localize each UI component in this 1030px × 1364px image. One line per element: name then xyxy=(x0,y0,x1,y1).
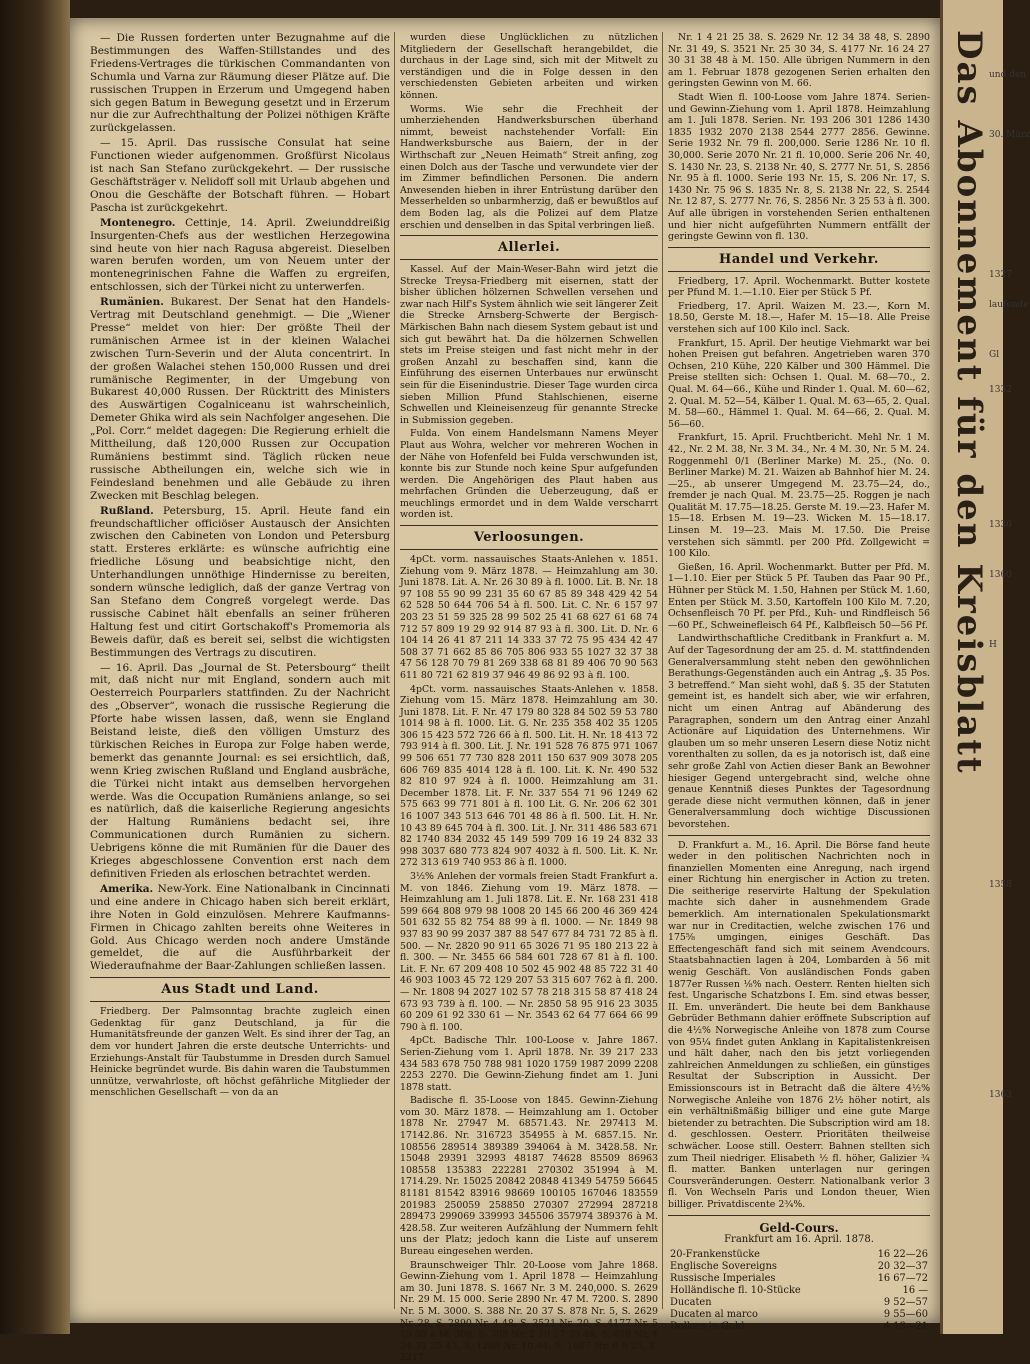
adjacent-page-title: Das Abonnement für den Kreisblatt xyxy=(949,30,989,775)
course-name: Englische Sovereigns xyxy=(670,1261,777,1273)
course-name: Ducaten xyxy=(670,1297,712,1309)
divider xyxy=(668,1215,930,1216)
lottery-paragraph: Braunschweiger Thlr. 20-Loose vom Jahre 1868. Gewinn-Ziehung vom 1. April 1878 — Heimzahlung am 30. Juni 1878. S. 1667 Nr. 3 M. 240,000. S. 2629 Nr. 29 M. 15 000. Serie 2890 Nr. 47 M. 7200. S. 2890 Nr. 5 M. 3000. S. 388 Nr. 20 37 S. 878 Nr. 5, S. 2629 Nr. 28, S. 2890 Nr. 4 48, S. 3521 Nr. 20, S. 4177 Nr. 5 15 39 à M. 300. S. 388 Nr. 2 10 17 35 48, S. 878 Nr. 4 24 31 35 43, S. 1268 Nr. 10 44, S. 1667 Nr. 6 9 23, S. 2217 xyxy=(400,1259,658,1364)
article-paragraph: — 15. April. Das russische Consulat hat seine Functionen wieder aufgenommen. Großfürst Nicolaus ist nach San Stefano zurückgekehrt. — Der russische Geschäftsträger v. Nelidoff soll mit Urlaub abgehen und Onou die Geschäfte der Botschaft führen. — Hobart Pascha ist zurückgekehrt. xyxy=(90,137,390,214)
market-paragraph: Friedberg, 17. April. Wochenmarkt. Butter kostete per Pfund M. 1.—1.10. Eier per Stück 5 Pf. xyxy=(668,275,930,299)
adjacent-fragment: 1360 xyxy=(989,570,1012,580)
divider xyxy=(400,549,658,550)
market-paragraph: Gießen, 16. April. Wochenmarkt. Butter per Pfd. M. 1—1.10. Eier per Stück 5 Pf. Tauben das Paar 90 Pf., Hühner per Stück M. 1.50, Hahnen per Stück M. 1.60, Enten per Stück M. 3.50, Kartoffeln 100 Kilo M. 7.20, Ochsenfleisch 70 Pf. per Pfd., Kuh- und Rindfleisch 56—60 Pf., Schweinefleisch 64 Pf., Kalbfleisch 50—56 Pf. xyxy=(668,561,930,631)
course-value: 16 — xyxy=(902,1285,928,1297)
divider xyxy=(90,1001,390,1002)
market-paragraph: D. Frankfurt a. M., 16. April. Die Börse fand heute weder in den politischen Nachrichten noch in finanziellen Momenten eine Anregung, nach irgend einer Richtung hin energischer in Action zu treten. Die seitherige reservirte Haltung der Spekulation machte sich daher in ausnehmendem Grade bemerklich. Am internationalen Spekulationsmarkt war nur in Creditactien, welche zwischen 176 und 175⅝ umgingen, einiges Geschäft. Das Effectengeschäft fand sich mit seinem Avendcours. Staatsbahnactien lagen à 204, Lombarden à 56 mit wenig Geschäft. Von ausländischen Fonds gaben 1877er Russen ⅛% nach. Oesterr. Renten hielten sich fest. Ungarische Schatzbons I. Em. sind etwas besser, II. Em. unverändert. Die heute bei dem Bankhause Gebrüder Bethmann dahier eröffnete Subscription auf die 4½% Norwegische Anleihe von 1878 zum Course von 95¼ findet guten Anklang in Kapitalistenkreisen und hält daher, nach den bis jetzt vorliegenden zahlreichen Anmeldungen zu schließen, ein günstiges Resultat der Subscription in Aussicht. Der Emissionscours ist in Betracht daß die ältere 4½% Norwegische Anleihe von 1876 2½ höher notirt, als ein verhältnißmäßig billiger und eine gute Marge bietender zu betrachten. Die Subscription wird am 18. d. geschlossen. Oesterr. Prioritäten theilweise schwächer. Loose still. Oesterr. Bahnen stellten sich zum Theil niedriger. Elisabeth ½ fl. höher, Galizier ¾ fl. matter. Banken unterlagen nur geringen Coursveränderungen. Oesterr. Nationalbank verlor 3 fl. Von Wechseln Paris und London theuer, Wien billiger. Privatdiscente 2¾%. xyxy=(668,839,930,1210)
article-paragraph: — 16. April. Das „Journal de St. Petersbourg“ theilt mit, daß nicht nur mit England, sondern auch mit Oesterreich Pourparlers stattfinden. Zu der Nachricht des „Observer“, wonach die russische Regierung die Pforte habe wissen lassen, daß, wenn sie England Beistand leiste, dieß den völligen Umsturz des türkischen Reiches in Europa zur Folge haben werde, bemerkt das genannte Journal: es sei ersichtlich, daß, wenn Krieg zwischen Rußland und England ausbräche, die Türkei nicht intakt aus demselben hervorgehen werde. Was die Occupation Rumäniens anlange, so sei es natürlich, daß die kaiserliche Regierung angesichts der Haltung Rumäniens bedacht sei, ihre Communicationen durch Rumänien zu sichern. Uebrigens könne die mit Rumänien für die Dauer des Krieges abgeschlossene Convention erst nach dem definitiven Frieden als erloschen betrachtet werden. xyxy=(90,661,390,880)
course-table-subtitle: Frankfurt am 16. April. 1878. xyxy=(724,1234,874,1246)
lottery-paragraph: Badische fl. 35-Loose von 1845. Gewinn-Ziehung vom 30. März 1878. — Heimzahlung am 1. October 1878 Nr. 27947 M. 68571.43. Nr. 297413 M. 17142.86. Nr. 316723 354955 à M. 6857.15. Nr. 108556 289514 389389 394064 à M. 3428.58. Nr. 15048 29391 32993 48187 74628 85509 86963 108558 135383 222281 270302 351994 à M. 1714.29. Nr. 15025 20842 20848 41349 54759 56645 81181 81542 83916 98669 100105 167046 183559 201983 250059 258850 270307 272994 287218 289473 299069 339993 345506 357974 389376 à M. 428.58. Zur weiteren Aufzählung der Nummern fehlt uns der Platz; jedoch kann die Liste auf unserem Bureau eingesehen werden. xyxy=(400,1095,658,1257)
section-heading-stadt-land: Aus Stadt und Land. xyxy=(161,982,319,998)
divider xyxy=(400,525,658,526)
section-heading-montenegro: Montenegro. xyxy=(100,216,176,229)
table-row xyxy=(668,1249,930,1261)
article-paragraph: New-York. Eine Nationalbank in Cincinnati und eine andere in Chicago haben sich bereit erklärt, ihre Noten in Gold einzulösen. Mehrere Kaufmanns-Firmen in Chicago zahlten bereits ohne Weiteres in Gold. Aus Chicago werden noch andere Umstände gemeldet, die auf die Ausführbarkeit der Wiederaufnahme der Baar-Zahlungen schließen lassen. xyxy=(90,882,390,973)
column-3 xyxy=(668,32,930,1333)
adjacent-fragment: 30. März xyxy=(989,130,1030,140)
table-row xyxy=(668,1285,930,1297)
adjacent-fragment: 1327 xyxy=(989,270,1012,280)
course-value: 9 55—60 xyxy=(883,1309,928,1321)
course-name: 20-Frankenstücke xyxy=(670,1249,760,1261)
course-table-title: Geld-Cours. xyxy=(759,1220,839,1235)
table-row xyxy=(668,1321,930,1333)
adjacent-fragment: H xyxy=(989,640,997,650)
section-heading-russland: Rußland. xyxy=(100,504,154,517)
table-row xyxy=(668,1273,930,1285)
lottery-paragraph: Stadt Wien fl. 100-Loose vom Jahre 1874. Serien- und Gewinn-Ziehung vom 1. April 1878. Heimzahlung am 1. Juli 1878. Serien. Nr. 193 206 301 1286 1430 1835 1932 2070 2138 2544 2777 2856. Gewinne. Serie 1932 Nr. 79 fl. 200,000. Serie 1286 Nr. 10 fl. 30,000. Serie 2070 Nr. 21 fl. 10,000. Serie 206 Nr. 40, S. 1430 Nr. 23, S. 2138 Nr. 40, S. 2777 Nr. 51, S. 2856 Nr. 95 à fl. 1000. Serie 193 Nr. 15, S. 206 Nr. 17, S. 1430 Nr. 75 96 S. 1835 Nr. 8, S. 2138 Nr. 22, S. 2544 Nr. 12 87, S. 2777 Nr. 76, S. 2856 Nr. 3 25 53 à fl. 300. Auf alle übrigen in vorstehenden Serien enthaltenen und hier nicht aufgeführten Nummern entfällt der geringste Gewinn von fl. 130. xyxy=(668,91,930,243)
divider xyxy=(400,235,658,236)
table-row xyxy=(668,1297,930,1309)
article-paragraph: Friedberg. Der Palmsonntag brachte zugleich einen Gedenktag für ganz Deutschland, ja für die Humanitätsfreunde der ganzen Welt. Es sind ihrer der Tag, an dem vor hundert Jahren die erste deutsche Unterrichts- und Erziehungs-Anstalt für Taubstumme in Dresden durch Samuel Heinicke begründet wurde. Bis dahin waren die Taubstummen unnütze, verwahrloste, oft höchst gefährliche Mitglieder der menschlichen Gesellschaft — von da an xyxy=(90,1006,390,1099)
lottery-paragraph: 4pCt. vorm. nassauisches Staats-Anlehen v. 1851. Ziehung vom 9. März 1878. — Heimzahlung am 30. Juni 1878. Lit. A. Nr. 26 30 89 à fl. 1000. Lit. B. Nr. 18 97 108 55 90 99 231 35 60 67 85 89 348 429 42 54 62 528 50 644 706 54 à fl. 500. Lit. C. Nr. 6 157 97 203 23 51 59 325 28 99 502 25 41 68 627 61 68 74 712 57 809 19 29 92 914 87 93 à fl. 300. Lit. D. Nr. 6 104 14 26 41 87 211 14 333 37 72 75 95 434 42 47 508 37 71 662 85 86 705 806 933 55 1027 32 37 38 47 56 128 70 79 81 269 338 68 81 89 406 70 90 563 611 80 721 62 819 37 946 49 86 92 93 à fl. 100. xyxy=(400,553,658,681)
market-paragraph: Landwirthschaftliche Creditbank in Frankfurt a. M. Auf der Tagesordnung der am 25. d. M. stattfindenden Generalversammlung steht neben den gewöhnlichen Berathungs-Gegenständen auch ein Antrag „§. 35 Pos. 3 betreffend.“ Man sieht wohl, daß §. 35 der Statuten gemeint ist, es handelt sich aber, wie wir erfahren, nicht um einen Antrag auf Abänderung des Paragraphen, sondern um den Antrag einer Anzahl Actionäre auf Liquidation des Unternehmens. Wir glauben um so mehr unseren Lesern diese Notiz nicht vorenthalten zu sollen, da es ja notorisch ist, daß eine sehr große Zahl von Actien dieser Bank an Bewohner hiesiger Gegend untergebracht sind, welche ohne genaue Kenntniß dieses Punktes der Tagesordnung gerade diese nicht vermuthen können, daß in jener Generalversammlung doch wichtige Discussionen bevorstehen. xyxy=(668,633,930,830)
course-value: 20 32—37 xyxy=(877,1261,928,1273)
divider xyxy=(400,259,658,260)
course-name: Ducaten al marco xyxy=(670,1309,758,1321)
table-row xyxy=(668,1309,930,1321)
adjacent-fragment: laufende xyxy=(989,300,1029,310)
article-paragraph: Cettinje, 14. April. Zweiunddreißig Insurgenten-Chefs aus der westlichen Herzegowina sind heute von hier nach Ragusa abgereist. Dieselben waren berufen worden, um von Neuem unter der montenegrinischen Fahne die Waffen zu ergreifen, entschlossen, sich der Türkei nicht zu unterwerfen. xyxy=(90,216,390,294)
lottery-paragraph: 4pCt. vorm. nassauisches Staats-Anlehen v. 1858. Ziehung vom 15. März 1878. Heimzahlung am 30. Juni 1878. Lit. F. Nr. 47 179 80 328 84 502 59 53 780 1014 98 à fl. 1000. Lit. G. Nr. 235 358 402 35 1205 306 15 423 572 726 66 à fl. 500. Lit. H. Nr. 18 413 72 793 914 à fl. 300. Lit. J. Nr. 191 528 76 875 971 1067 99 506 651 77 730 828 2011 150 637 909 3078 205 606 769 835 4014 128 à fl. 100. Lit. K. Nr. 490 532 82 810 97 924 à fl. 1000. Heimzahlung am 31. December 1878. Lit. F. Nr. 337 554 71 96 1249 62 575 663 99 771 801 à fl. 100 Lit. G. Nr. 206 62 301 16 1007 343 513 646 701 48 86 à fl. 500. Lit. H. Nr. 10 43 89 645 704 à fl. 300. Lit. J. Nr. 311 486 583 671 82 1740 834 2032 45 149 599 709 16 19 24 832 33 998 3037 680 773 824 907 4032 à fl. 500. Lit. K. Nr. 272 313 619 740 953 86 à fl. 1000. xyxy=(400,683,658,869)
article-paragraph: Bukarest. Der Senat hat den Handels-Vertrag mit Deutschland genehmigt. — Die „Wiener Presse“ meldet von hier: Der größte Theil der rumänischen Armee ist in der kleinen Walachei zwischen Turn-Severin und der Aluta concentrirt. In der großen Walachei stehen 150,000 Russen und drei rumänische Regimenter, in der Umgebung von Bukarest 40,000 Russen. Der Rücktritt des Ministers des Auswärtigen Cogalniceanu ist wahrscheinlich, Demeter Ghika wird als sein Nachfolger angesehen. Die „Pol. Corr.“ meldet dagegen: Die Regierung erhielt die Mittheilung, daß 120,000 Russen zur Occupation Rumäniens bestimmt sind. Täglich rücken neue russische Abtheilungen ein, welche sich wie in Feindesland benehmen und alle Gebäude zu ihren Zwecken mit Beschlag belegen. xyxy=(90,296,390,502)
newspaper-page xyxy=(70,18,940,1364)
adjacent-fragment: Gl xyxy=(989,350,1000,360)
adjacent-fragment: 1358 xyxy=(989,880,1012,890)
article-paragraph: — Die Russen forderten unter Bezugnahme auf die Bestimmungen des Waffen-Stillstandes und des Friedens-Vertrages die türkischen Commandanten von Schumla und Varna zur Räumung dieser Plätze auf. Die russischen Truppen in Erzerum und Umgegend haben sich gegen Batum in Bewegung gesetzt und in Erzerum nur die zur Aufrechthaltung der Polizei nöthigen Kräfte zurückgelassen. xyxy=(90,32,390,135)
course-value: 9 52—57 xyxy=(883,1297,928,1309)
section-heading-handel: Handel und Verkehr. xyxy=(719,251,879,267)
course-name: Dollars in Gold xyxy=(670,1321,745,1333)
book-spine xyxy=(0,0,70,1334)
divider xyxy=(668,247,930,248)
adjacent-fragment: und den xyxy=(989,70,1027,80)
course-value: 16 67—72 xyxy=(877,1273,928,1285)
adjacent-fragment: 1330 xyxy=(989,520,1012,530)
market-paragraph: Frankfurt, 15. April. Fruchtbericht. Mehl Nr. 1 M. 42., Nr. 2 M. 38, Nr. 3 M. 34., Nr. 4 M. 30, Nr. 5 M. 24. Roggenmehl 0/1 (Berliner Marke) M. 25., (No. 0. Berliner Marke) M. 21. Waizen ab Bahnhof hier M. 24.—25., ab unserer Umgegend M. 23.75—24, do., fremder je nach Qual. M. 23.75—25. Roggen je nach Qualität M. 17.75—18.25. Gerste M. 19.—23. Hafer M. 15—18. Erbsen M. 19—23. Wicken M. 15—18.17. Linsen M. 19—23. Mais M. 17.50. Die Preise verstehen sich sämmtl. per 200 Pfd. Zollgewicht = 100 Kilo. xyxy=(668,432,930,560)
divider xyxy=(90,977,390,978)
column-2 xyxy=(400,32,658,1364)
adjacent-fragment: 1363 xyxy=(989,1090,1012,1100)
table-row xyxy=(668,1261,930,1273)
course-value: 16 22—26 xyxy=(877,1249,928,1261)
section-heading-amerika: Amerika. xyxy=(100,882,154,895)
course-value: 4 18—21 xyxy=(883,1321,928,1333)
adjacent-fragment: 1332 xyxy=(989,385,1012,395)
section-heading-rumaenien: Rumänien. xyxy=(100,296,164,309)
lottery-paragraph: 4pCt. Badische Thlr. 100-Loose v. Jahre 1867. Serien-Ziehung vom 1. April 1878. Nr. 39 217 233 434 583 678 750 788 981 1020 1759 1987 2099 2208 2253 2270. Die Gewinn-Ziehung findet am 1. Juni 1878 statt. xyxy=(400,1035,658,1093)
article-paragraph: Fulda. Von einem Handelsmann Namens Meyer Plaut aus Wohra, welcher vor mehreren Wochen in der Nähe von Hofenfeld bei Fulda verschwunden ist, konnte bis zur Stunde noch keine Spur aufgefunden werden. Die Angehörigen des Plaut haben aus mehrfachen Gründen die Ueberzeugung, daß er meuchlings ermordet und in dem Walde verscharrt worden ist. xyxy=(400,428,658,521)
divider xyxy=(668,271,930,272)
lottery-paragraph: Nr. 1 4 21 25 38. S. 2629 Nr. 12 34 38 48, S. 2890 Nr. 31 49, S. 3521 Nr. 25 30 34, S. 4177 Nr. 16 24 27 30 31 38 48 à M. 150. Alle übrigen Nummern in den am 1. Februar 1878 gezogenen Serien erhalten den geringsten Gewinn von M. 66. xyxy=(668,32,930,90)
column-1 xyxy=(90,32,390,1309)
article-paragraph: Kassel. Auf der Main-Weser-Bahn wird jetzt die Strecke Treysa-Friedberg mit eisernen, statt der bisher üblichen hölzernen Schwellen versehen und zwar nach Hilf's System ähnlich wie seit längerer Zeit die Strecke Arnsberg-Schwerte der Bergisch-Märkischen Bahn nach diesem System gebaut ist und sich gut bewährt hat. Da die hölzernen Schwellen stets im Preise steigen und fast nicht mehr in der großen Anzahl zu beschaffen sind, kann die Einführung des eisernen Unterbaues nur erwünscht sein für die Eisenindustrie. Dieser Tage wurden circa sieben Million Pfund Stahlschienen, eiserne Schwellen und Kleineisenzeug für genannte Strecke in Submission gegeben. xyxy=(400,264,658,426)
section-heading-verloosungen: Verloosungen. xyxy=(473,530,585,546)
course-name: Holländische fl. 10-Stücke xyxy=(670,1285,801,1297)
market-paragraph: Friedberg, 17. April. Waizen M. 23.—, Korn M. 18.50, Gerste M. 18.—, Hafer M. 15—18. Alle Preise verstehen sich auf 100 Kilo incl. Sack. xyxy=(668,300,930,335)
section-heading-allerlei: Allerlei. xyxy=(497,240,561,256)
divider xyxy=(668,835,930,836)
course-name: Russische Imperiales xyxy=(670,1273,776,1285)
course-table xyxy=(668,1249,930,1333)
article-paragraph: Petersburg, 15. April. Heute fand ein freundschaftlicher officiöser Austausch der Ansichten zwischen den Cabineten von London und Petersburg statt. Ersteres erklärte: es wünsche aufrichtig eine friedliche Lösung und beabsichtige nicht, den Unterhandlungen unnöthige Hindernisse zu bereiten, sondern wünsche lediglich, daß der ganze Vertrag von San Stefano dem Congreß vorgelegt werde. Das russische Cabinet hält ebenfalls an seiner früheren Haltung fest und citirt Gortschakoff's Promemoria als Beweis dafür, daß es bereit sei, selbst die wichtigsten Bestimmungen des Vertrags zu discutiren. xyxy=(90,504,390,659)
column-rule xyxy=(662,32,663,1309)
column-rule xyxy=(394,32,395,1309)
article-paragraph: wurden diese Unglücklichen zu nützlichen Mitgliedern der Gesellschaft herangebildet, die durchaus in der Lage sind, sich mit der Mitwelt zu verständigen und die in Folge dessen in den verschiedensten Gebieten arbeiten und wirken können. xyxy=(400,32,658,101)
adjacent-page xyxy=(940,0,1030,1334)
article-paragraph: Worms. Wie sehr die Frechheit der umherziehenden Handwerksburschen überhand nimmt, beweist nachstehender Vorfall: Ein Handwerksbursche aus Baiern, der in der Wirthschaft zur „Neuen Heimath“ Streit anfing, zog einen Dolch aus der Tasche und verwundete vier der im Zimmer befindlichen Personen. Die andern Anwesenden hieben in ihrer Entrüstung darüber den Messerhelden so unbarmherzig, daß er bewußtlos auf dem Boden lag, als die Polizei auf dem Platze erschien und denselben in das Spital verbringen ließ. xyxy=(400,103,658,231)
lottery-paragraph: 3½% Anlehen der vormals freien Stadt Frankfurt a. M. von 1846. Ziehung vom 19. März 1878. — Heimzahlung am 1. Juli 1878. Lit. E. Nr. 168 231 418 599 664 808 979 98 1008 20 145 66 200 46 369 424 501 632 55 82 754 88 99 à fl. 1000. — Nr. 1849 98 937 83 90 99 2037 387 88 547 677 84 731 72 85 à fl. 500. — Nr. 2820 90 911 65 3026 71 95 180 213 22 à fl. 300. — Nr. 3455 66 584 601 728 67 81 à fl. 100. Lit. F. Nr. 67 209 408 10 502 45 902 48 85 722 31 40 46 903 1003 45 72 129 207 53 315 607 762 à fl. 200. — Nr. 1808 94 2027 102 57 78 218 315 58 87 418 24 673 93 739 à fl. 100. — Nr. 2850 58 95 916 23 3035 60 209 61 92 330 61 — Nr. 3543 62 64 77 664 66 99 790 à fl. 100. xyxy=(400,871,658,1033)
market-paragraph: Frankfurt, 15. April. Der heutige Viehmarkt war bei hohen Preisen gut befahren. Angetrieben waren 370 Ochsen, 210 Kühe, 220 Kälber und 300 Hämmel. Die Preise stellten sich: Ochsen 1. Qual. M. 68—70., 2. Qual. M. 64—66., Kühe und Rinder 1. Qual. M. 60—62, 2. Qual. M. 52—54, Kälber 1. Qual. M. 63—65, 2. Qual. M. 58—60., Hämmel 1. Qual. M. 64—66, 2. Qual. M. 56—60. xyxy=(668,337,930,430)
